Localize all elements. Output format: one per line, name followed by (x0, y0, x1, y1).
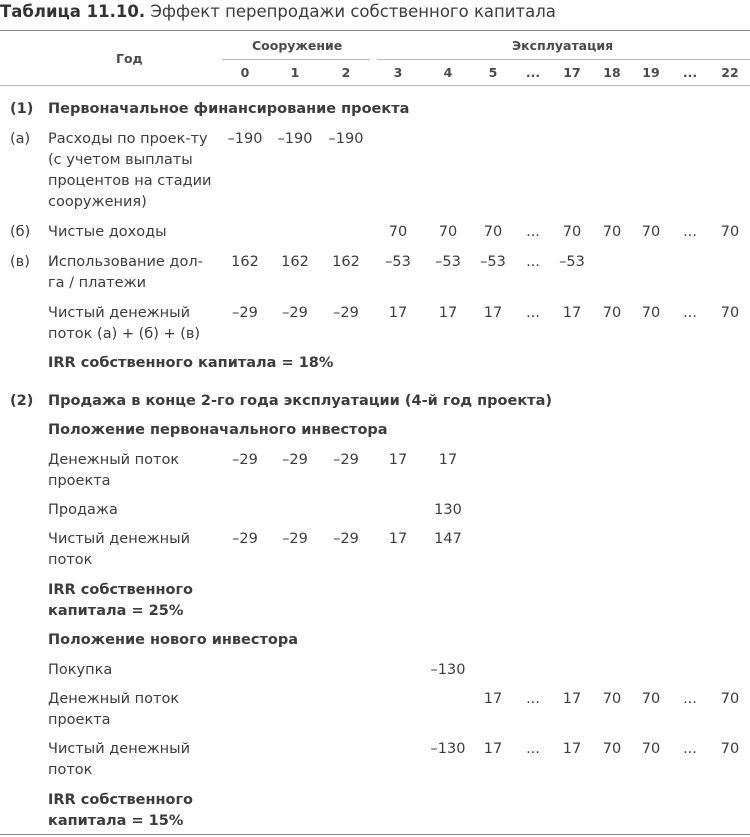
value-cell: –29 (232, 531, 258, 547)
value-cell: 162 (332, 254, 360, 270)
row-label: Продажа (48, 502, 118, 518)
year-header: Год (116, 51, 143, 66)
row-label: Чистый денежный поток (48, 741, 191, 778)
value-cell: 17 (438, 452, 458, 468)
irr-label: IRR собственного капитала = 25% (48, 582, 193, 619)
value-cell: –190 (227, 131, 263, 147)
year-cell: 1 (290, 65, 300, 80)
value-cell: –29 (282, 452, 308, 468)
section-title: Продажа в конце 2-го года эксплуатации (4-й год проекта) (48, 393, 552, 409)
row-label: Денежный поток проекта (48, 452, 180, 489)
value-cell: ... (683, 741, 697, 757)
year-cell: 18 (603, 65, 621, 80)
operation-rule (377, 59, 750, 60)
year-cell: 17 (563, 65, 581, 80)
table-top-rule (0, 30, 750, 31)
value-cell: 70 (562, 224, 582, 240)
caption-label: Таблица 11.10. (0, 2, 146, 21)
value-cell: 70 (602, 691, 622, 707)
value-cell: 130 (434, 502, 462, 518)
value-cell: 70 (483, 224, 503, 240)
value-cell: –53 (385, 254, 411, 270)
value-cell: 70 (602, 224, 622, 240)
value-cell: 17 (562, 741, 582, 757)
row-label: Использование дол-га / платежи (48, 254, 203, 291)
year-cell: 19 (642, 65, 660, 80)
value-cell: ... (683, 691, 697, 707)
value-cell: –29 (232, 452, 258, 468)
value-cell: 70 (641, 305, 661, 321)
value-cell: 70 (641, 224, 661, 240)
value-cell: –29 (282, 531, 308, 547)
section-title: Первоначальное финансирование проекта (48, 101, 410, 117)
caption-title: Эффект перепродажи собственного капитала (150, 2, 556, 21)
value-cell: 70 (720, 224, 740, 240)
value-cell: ... (526, 691, 540, 707)
value-cell: 70 (641, 741, 661, 757)
value-cell: –53 (480, 254, 506, 270)
value-cell: –130 (430, 662, 466, 678)
value-cell: –29 (333, 531, 359, 547)
subsection-title: Положение первоначального инвестора (48, 422, 388, 438)
row-number: (б) (10, 224, 31, 240)
value-cell: 17 (483, 305, 503, 321)
table-caption (0, 0, 556, 26)
operation-header: Эксплуатация (512, 38, 614, 53)
value-cell: 70 (641, 691, 661, 707)
value-cell: ... (526, 254, 540, 270)
row-label: Расходы по проек-ту (с учетом выплаты процентов на стадии сооружения) (48, 131, 212, 210)
row-number: (а) (10, 131, 31, 147)
value-cell: 147 (434, 531, 462, 547)
value-cell: –29 (333, 305, 359, 321)
irr-label: IRR собственного капитала = 18% (48, 355, 334, 371)
value-cell: 17 (438, 305, 458, 321)
value-cell: –29 (232, 305, 258, 321)
header-bottom-rule (0, 85, 750, 86)
value-cell: ... (526, 305, 540, 321)
value-cell: ... (683, 224, 697, 240)
value-cell: 17 (562, 691, 582, 707)
value-cell: 17 (388, 305, 408, 321)
year-cell: 4 (443, 65, 453, 80)
value-cell: 70 (602, 741, 622, 757)
row-label: Чистый денежный поток (а) + (б) + (в) (48, 305, 201, 342)
value-cell: 70 (720, 741, 740, 757)
value-cell: –29 (333, 452, 359, 468)
subsection-title: Положение нового инвестора (48, 632, 299, 648)
value-cell: –53 (559, 254, 585, 270)
value-cell: 162 (231, 254, 259, 270)
year-cell: ... (682, 65, 698, 80)
year-cell: 5 (488, 65, 498, 80)
value-cell: –190 (328, 131, 364, 147)
year-cell: 3 (393, 65, 403, 80)
value-cell: –130 (430, 741, 466, 757)
value-cell: ... (526, 224, 540, 240)
value-cell: –53 (435, 254, 461, 270)
row-label: Чистые доходы (48, 224, 167, 240)
value-cell: 70 (388, 224, 408, 240)
value-cell: 70 (602, 305, 622, 321)
value-cell: 70 (720, 691, 740, 707)
value-cell: –29 (282, 305, 308, 321)
row-label: Чистый денежный поток (48, 531, 191, 568)
value-cell: 17 (483, 691, 503, 707)
value-cell: 162 (281, 254, 309, 270)
year-cell: 2 (341, 65, 351, 80)
year-cell: 22 (721, 65, 739, 80)
value-cell: 17 (562, 305, 582, 321)
irr-label: IRR собственного капитала = 15% (48, 792, 193, 829)
year-cell: ... (525, 65, 541, 80)
row-label: Денежный поток проекта (48, 691, 180, 728)
table-bottom-rule (0, 834, 750, 835)
row-number: (в) (10, 254, 30, 270)
value-cell: ... (526, 741, 540, 757)
value-cell: ... (683, 305, 697, 321)
construction-rule (222, 59, 370, 60)
value-cell: 17 (388, 531, 408, 547)
section-number: (1) (10, 101, 34, 117)
value-cell: 17 (388, 452, 408, 468)
value-cell: 70 (720, 305, 740, 321)
construction-header: Сооружение (252, 38, 343, 53)
value-cell: 17 (483, 741, 503, 757)
year-cell: 0 (240, 65, 250, 80)
value-cell: 70 (438, 224, 458, 240)
value-cell: –190 (277, 131, 313, 147)
row-label: Покупка (48, 662, 113, 678)
section-number: (2) (10, 393, 34, 409)
